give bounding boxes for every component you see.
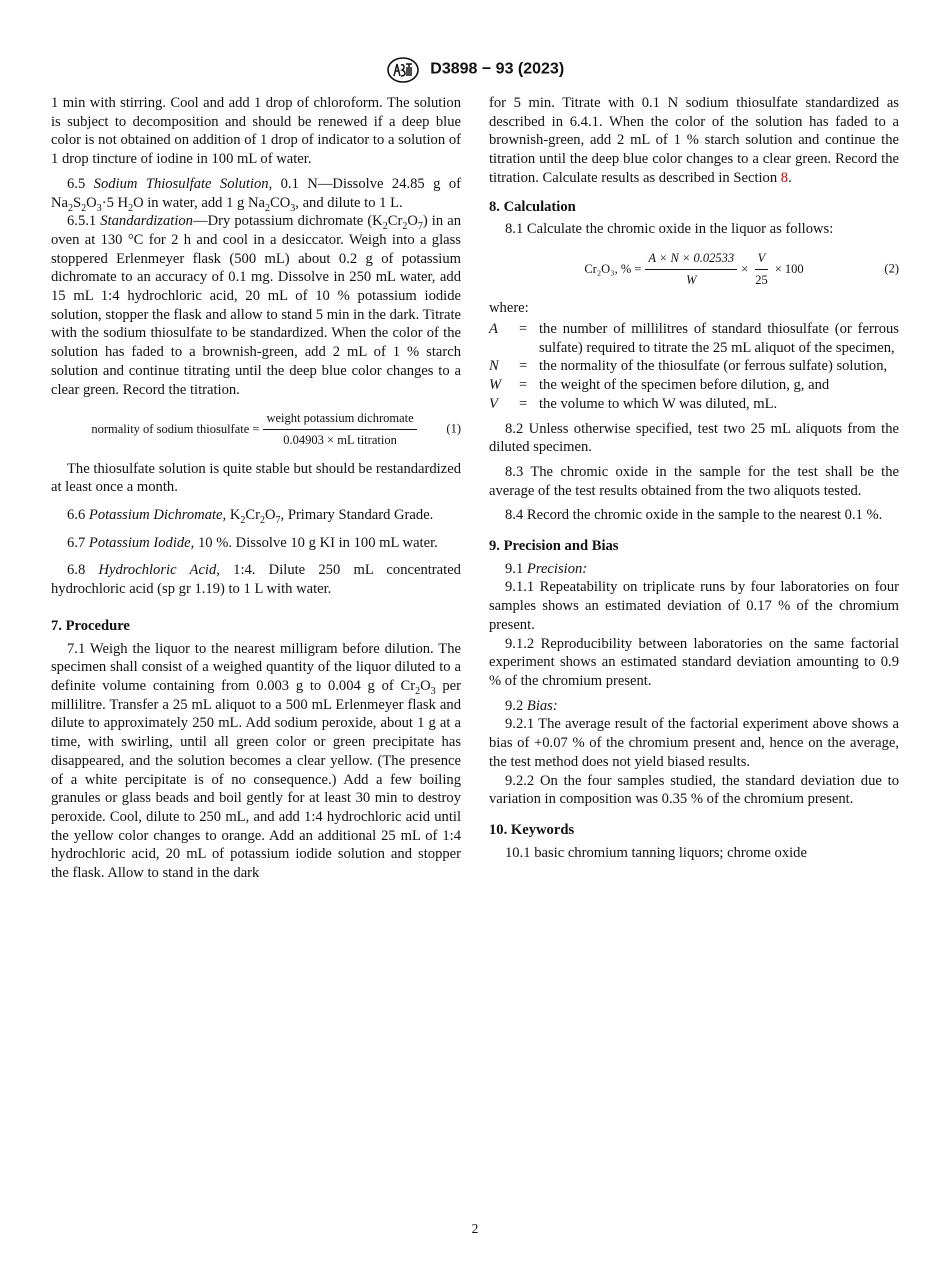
var-definition: the volume to which W was diluted, mL.	[539, 395, 778, 412]
section-6-5-1: 6.5.1 Standardization—Dry potassium dichromate $(K_2Cr_2O_7)$ in an oven at 130 °C for 2 h and cool in a desiccator. Weigh into a glass stoppered Erlenmeyer flask (500 mL) about 0.2 g of potassium dichromate to an accuracy of 0.1 mg. Dissolve in 250 mL water, add 15 mL 1:4 hydrochloric acid, 20 mL of 10 % potassium iodide solution, stopper the flask and allow to stand 5 min in the dark. Titrate with the sodium thiosulfate to be standardized. When the color of the solution has faded to a brownish-green, add 2 mL of 1 % starch solution and continue titrating until the deep blue color changes to a clear green. Record the titration.	[51, 213, 461, 398]
paragraph-stability: The thiosulfate solution is quite stable but should be restandardized at least once a month.	[51, 460, 461, 496]
page-number: 2	[471, 1221, 479, 1236]
section-6-7: 6.7 Potassium Iodide, 10 %. Dissolve 10 g KI in 100 mL water.	[67, 534, 438, 551]
section-8-link[interactable]: 8	[780, 169, 789, 186]
section-8-4: 8.4 Record the chromic oxide in the sample to the nearest 0.1 %.	[505, 507, 883, 524]
equation-2-fraction: $\frac{A \times N \times 0.02533}{W}$	[645, 249, 737, 289]
var-symbol: A	[489, 321, 498, 338]
var-definition: the number of millilitres of standard thiosulfate (or ferrous sulfate) required to titrate the 25 mL aliquot of the specimen,	[539, 321, 899, 356]
equation-1-fraction: $\frac{\text{weight potassium dichromate}}{\text{0.04903 × mL titration}}$	[263, 409, 416, 449]
section-9-1: 9.1 Precision:	[505, 560, 588, 577]
paragraph-continued-right: for 5 min. Titrate with 0.1 N sodium thiosulfate standardized as described in 6.4.1. When the color of the solution has faded to a brownish-green, add 2 mL of 1 % starch solution and continue the titration until the deep blue color changes to a clear green. Record the titration. Calculate results as described in Section 8.	[489, 95, 899, 186]
right-column	[489, 94, 899, 862]
var-symbol: V	[489, 395, 498, 412]
section-6-5: 6.5 Sodium Thiosulfate Solution, 0.1 N—Dissolve 24.85 g of $Na_2S_2O_3\cdot 5$ $H_2O$ in water, add 1 g $Na_2CO_3$, and dilute to 1 L.	[51, 175, 461, 214]
equation-2-volume-fraction: $\frac{V}{25}$	[755, 250, 768, 287]
section-9-2: 9.2 Bias:	[505, 697, 558, 714]
equation-2-number: (2)	[884, 261, 899, 276]
heading-calculation: 8. Calculation	[489, 198, 576, 215]
var-definition: the normality of the thiosulfate (or ferrous sulfate) solution,	[539, 358, 888, 375]
left-column	[51, 94, 461, 883]
paragraph-continued: 1 min with stirring. Cool and add 1 drop of chloroform. The solution is subject to decomposition and should be renewed if a deep blue color is not obtained on addition of 1 drop of indicator to a solution of 1 drop tincture of iodine in 100 mL of water.	[51, 95, 461, 168]
var-symbol: N	[489, 358, 499, 375]
section-8-3: 8.3 The chromic oxide in the sample for the test shall be the average of the test results obtained from the two aliquots tested.	[489, 463, 899, 499]
heading-procedure: 7. Procedure	[51, 617, 130, 634]
section-8-1: 8.1 Calculate the chromic oxide in the liquor as follows:	[505, 221, 834, 238]
equation-1-number: (1)	[446, 422, 461, 437]
equation-2: Cr₂O₃, % = $\frac{A \times N \times 0.02533}{W}$ × $\frac{V}{25}$ × 100 (2)	[489, 249, 899, 289]
astm-logo	[386, 56, 420, 84]
section-7-1: 7.1 Weigh the liquor to the nearest milligram before dilution. The specimen shall consist of a weighed quantity of the liquor diluted to a definite volume containing from 0.003 g to 0.004 g of $Cr_2O_3$ per millilitre. Transfer a 25 mL aliquot to a 500 mL Erlenmeyer flask and dilute to approximately 250 mL. Add sodium peroxide, about 1 g at a time, with swirling, until all green color or green precipitate has disappeared, and the solution becomes a clear yellow. (The presence of a white percipitate is of no consequence.) Add a few boiling granules or glass beads and boil gently for at least 30 min to destroy peroxide. Cool, dilute to 250 mL, and add 1:4 hydrochloric acid until the yellow color changes to orange. Add an additional 25 mL of 1:4 hydrochloric acid, 20 mL of potassium iodide solution and stopper the flask. Allow to stand in the dark	[51, 640, 461, 882]
section-10-1: 10.1 basic chromium tanning liquors; chrome oxide	[505, 844, 807, 861]
variable-definitions: A = the number of millilitres of standard thiosulfate (or ferrous sulfate) required to titrate the 25 mL aliquot of the specimen, N = the normality of the thiosulfate (or ferrous sulfate) solution, W = the weight of the specimen before dilution, g, and V = the volume to which W was diluted, mL.	[489, 321, 899, 412]
equation-2-lhs: Cr₂O₃, % =	[584, 261, 642, 276]
section-9-1-2: 9.1.2 Reproducibility between laboratories on the same factorial experiment shows an estimated standard deviation amounting to 0.9 % of the chromium present.	[489, 635, 899, 689]
section-9-1-1: 9.1.1 Repeatability on triplicate runs by four laboratories on four samples shows an estimated deviation of 0.17 % of the chromium present.	[489, 579, 899, 633]
equation-1-lhs: normality of sodium thiosulfate =	[91, 422, 260, 437]
heading-precision-bias: 9. Precision and Bias	[489, 538, 619, 555]
var-symbol: W	[489, 377, 502, 394]
page-header	[0, 56, 950, 84]
section-9-2-2: 9.2.2 On the four samples studied, the standard deviation due to variation in composition was 0.35 % of the chromium present.	[489, 772, 899, 808]
heading-keywords: 10. Keywords	[489, 821, 575, 838]
section-6-8: 6.8 Hydrochloric Acid, 1:4. Dilute 250 mL concentrated hydrochloric acid (sp gr 1.19) to 1 L with water.	[51, 562, 461, 598]
equation-1	[51, 409, 461, 449]
where-label: where:	[489, 300, 529, 317]
section-9-2-1: 9.2.1 The average result of the factorial experiment above shows a bias of +0.07 % of the chromium present and, hence on the average, the test method does not yield biased results.	[489, 716, 899, 770]
document-designation: D3898 − 93 (2023)	[430, 60, 565, 78]
section-6-6: 6.6 Potassium Dichromate, $K_2Cr_2O_7$, Primary Standard Grade.	[67, 507, 434, 526]
var-definition: the weight of the specimen before dilution, g, and	[539, 377, 830, 394]
section-8-2: 8.2 Unless otherwise specified, test two 25 mL aliquots from the diluted specimen.	[489, 420, 899, 456]
